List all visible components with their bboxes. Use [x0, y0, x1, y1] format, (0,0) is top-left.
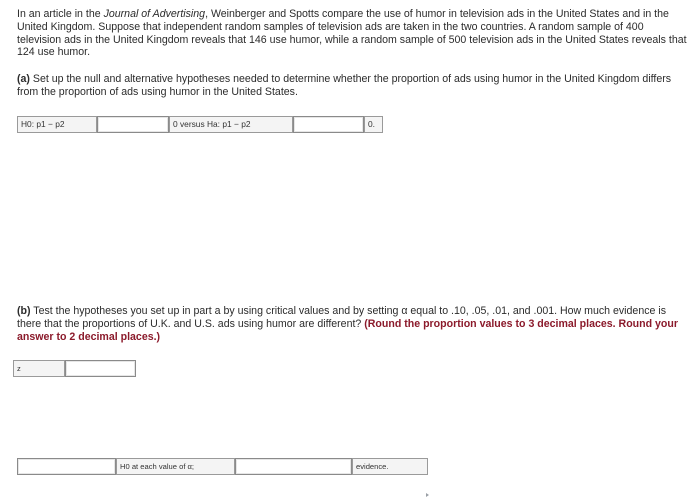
- decision-select[interactable]: [17, 458, 116, 475]
- h0-each-alpha-label: H0 at each value of α;: [116, 458, 235, 475]
- part-a-question: [17, 73, 687, 99]
- problem-intro: [17, 8, 687, 59]
- conclusion-row: [17, 458, 428, 475]
- rounding-instructions: (Round the proportion values to 3 decimal places. Round your answer to 2 decimal places.): [17, 317, 678, 343]
- h0-operator-select[interactable]: [97, 116, 169, 133]
- evidence-select[interactable]: [235, 458, 352, 475]
- hypotheses-row: [17, 116, 383, 133]
- part-b-text: Test the hypotheses you set up in part a by using critical values and by setting α equal to .10, .05, .01, and .001. How much evidence is there that the proportions of U.K. and U.S. ads using humor are different?: [17, 305, 666, 330]
- part-a-text: Set up the null and alternative hypotheses needed to determine whether the proportion of ads using humor in the United Kingdom differs from the proportion of ads using humor in the United States.: [17, 73, 672, 98]
- z-row: [13, 360, 136, 377]
- cursor-marker: [426, 493, 429, 497]
- z-input[interactable]: [65, 360, 136, 377]
- part-b-lead: (b): [17, 305, 31, 317]
- end-label: 0.: [364, 116, 383, 133]
- evidence-label: evidence.: [352, 458, 428, 475]
- h0-label: H0: p1 − p2: [17, 116, 97, 133]
- versus-label: 0 versus Ha: p1 − p2: [169, 116, 293, 133]
- ha-operator-select[interactable]: [293, 116, 364, 133]
- part-a-lead: (a): [17, 73, 30, 85]
- part-b-question: [17, 305, 687, 343]
- intro-suffix: , Weinberger and Spotts compare the use of humor in television ads in the United States and in the United Kingdom. Suppose that independent random samples of television ads are taken in the two countries. A random sample of 400 television ads in the United Kingdom reveals that 146 use humor, while a random sample of 500 television ads in the United States reveals that 124 use humor.: [17, 8, 687, 59]
- z-label: z: [13, 360, 65, 377]
- journal-name: Journal of Advertising: [103, 8, 206, 20]
- intro-prefix: In an article in the: [17, 8, 104, 20]
